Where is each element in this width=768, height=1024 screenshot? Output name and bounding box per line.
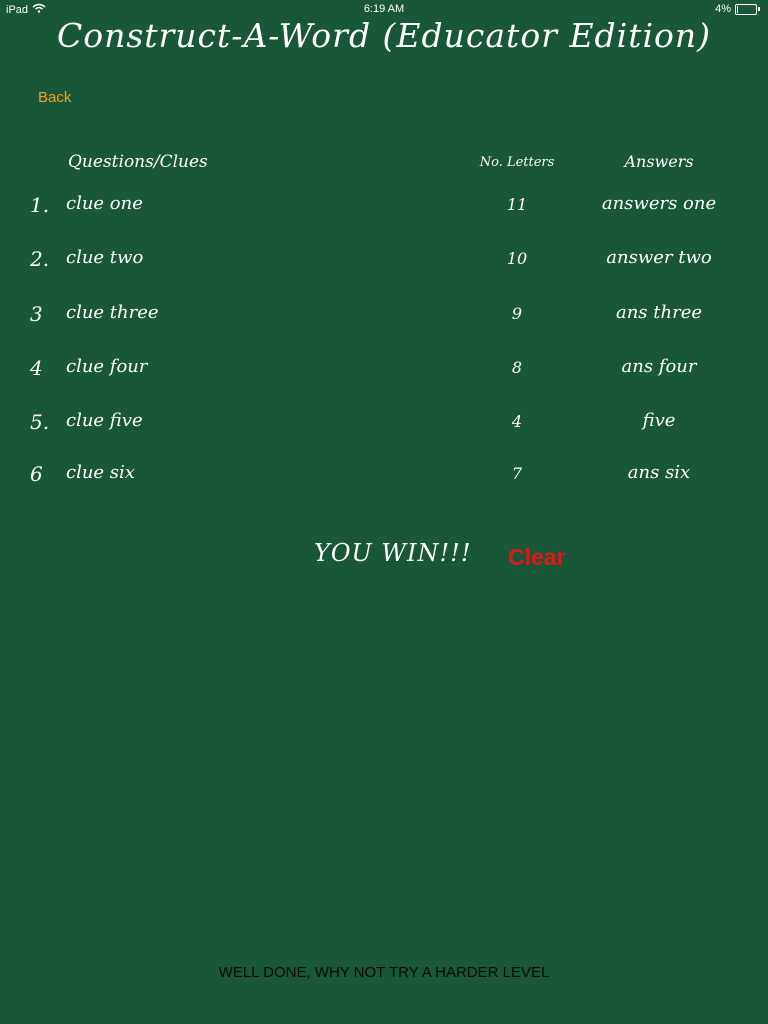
row-number: 6 xyxy=(30,462,43,486)
clue-row xyxy=(0,356,768,386)
clue-row xyxy=(0,302,768,332)
clue-text: clue three xyxy=(66,302,159,323)
battery-percent: 4% xyxy=(715,3,731,15)
result-message: YOU WIN!!! xyxy=(314,539,472,567)
answer-text: ans four xyxy=(621,356,697,377)
clear-button[interactable]: Clear xyxy=(508,544,566,570)
letter-count: 10 xyxy=(506,249,528,268)
row-number: 4 xyxy=(30,356,43,380)
clue-row xyxy=(0,410,768,440)
battery-icon xyxy=(735,4,757,15)
row-number: 1. xyxy=(30,193,50,217)
row-number: 3 xyxy=(30,302,43,326)
clue-text: clue two xyxy=(66,247,144,268)
letter-count: 11 xyxy=(506,195,528,214)
answer-text: ans three xyxy=(615,302,703,323)
letter-count: 8 xyxy=(511,358,523,377)
clue-row xyxy=(0,462,768,492)
header-letters: No. Letters xyxy=(479,155,555,170)
letter-count: 7 xyxy=(511,464,523,483)
footer-message: WELL DONE, WHY NOT TRY A HARDER LEVEL xyxy=(218,964,550,981)
answer-text: five xyxy=(642,410,676,431)
back-button[interactable]: Back xyxy=(38,89,72,106)
clue-row xyxy=(0,193,768,223)
clue-text: clue five xyxy=(66,410,143,431)
letter-count: 4 xyxy=(511,412,523,431)
answer-text: answers one xyxy=(601,193,717,214)
header-questions: Questions/Clues xyxy=(68,152,208,172)
answer-text: ans six xyxy=(627,462,691,483)
clue-row xyxy=(0,247,768,277)
answer-text: answer two xyxy=(606,247,712,268)
letter-count: 9 xyxy=(511,304,523,323)
page-title: Construct-A-Word (Educator Edition) xyxy=(56,16,712,55)
clue-text: clue four xyxy=(66,356,148,377)
row-number: 5. xyxy=(30,410,50,434)
device-label: iPad xyxy=(6,3,29,16)
status-time: 6:19 AM xyxy=(363,3,405,15)
header-answers: Answers xyxy=(624,152,694,171)
clue-text: clue one xyxy=(66,193,143,214)
row-number: 2. xyxy=(30,247,50,271)
status-right xyxy=(715,3,760,15)
clue-text: clue six xyxy=(66,462,135,483)
